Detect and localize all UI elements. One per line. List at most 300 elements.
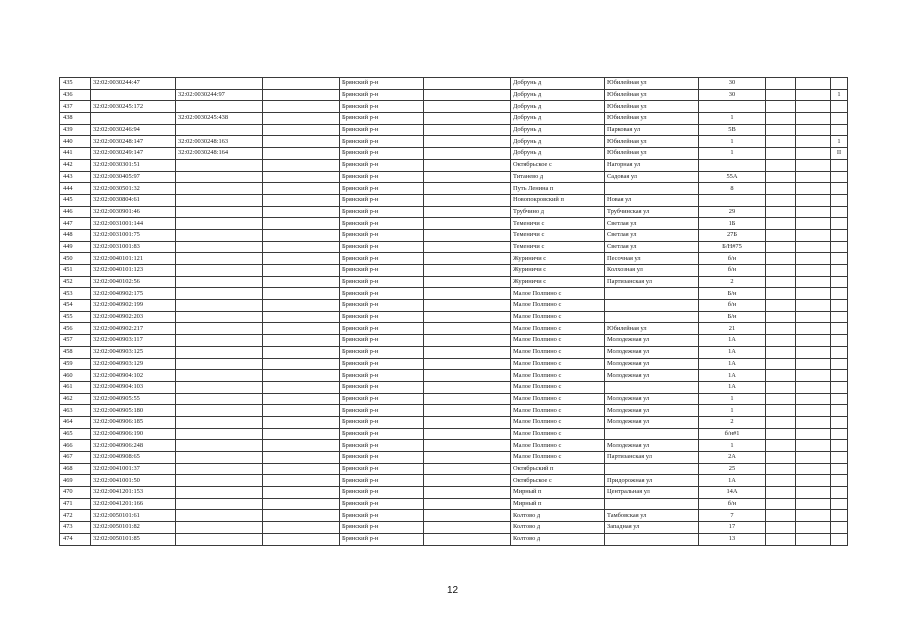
table-row xyxy=(60,358,848,370)
table-row xyxy=(60,405,848,417)
house-number-cell: 1А xyxy=(699,346,766,358)
locality-cell: Добрунь д xyxy=(511,113,605,125)
district-cell: Брянский р-н xyxy=(340,265,424,277)
table-row xyxy=(60,311,848,323)
district-cell: Брянский р-н xyxy=(340,300,424,312)
empty-cell-b xyxy=(424,405,511,417)
locality-cell: Малое Полпино с xyxy=(511,335,605,347)
cadastral-number-cell: 32:02:0041201:166 xyxy=(91,498,176,510)
extra-cell-b xyxy=(796,323,831,335)
extra-cell-b xyxy=(796,381,831,393)
cadastral-number-cell: 32:02:0040902:203 xyxy=(91,311,176,323)
extra-cell-b xyxy=(796,311,831,323)
extra-cell-b xyxy=(796,148,831,160)
row-number-cell: 460 xyxy=(60,370,91,382)
locality-cell: Добрунь д xyxy=(511,124,605,136)
district-cell: Брянский р-н xyxy=(340,358,424,370)
related-cadastral-number-cell xyxy=(176,229,263,241)
house-number-cell: 1 xyxy=(699,136,766,148)
row-number-cell: 439 xyxy=(60,124,91,136)
cadastral-number-cell: 32:02:0040903:129 xyxy=(91,358,176,370)
mark-cell: 1 xyxy=(831,136,848,148)
empty-cell-a xyxy=(263,370,340,382)
row-number-cell: 465 xyxy=(60,428,91,440)
cadastral-number-cell: 32:02:0040902:217 xyxy=(91,323,176,335)
street-cell: Светлая ул xyxy=(605,241,699,253)
house-number-cell: 30 xyxy=(699,89,766,101)
locality-cell: Малое Полпино с xyxy=(511,311,605,323)
empty-cell-b xyxy=(424,136,511,148)
mark-cell xyxy=(831,498,848,510)
cadastral-number-cell: 32:02:0040906:190 xyxy=(91,428,176,440)
empty-cell-b xyxy=(424,229,511,241)
mark-cell xyxy=(831,346,848,358)
related-cadastral-number-cell xyxy=(176,452,263,464)
street-cell: Новая ул xyxy=(605,194,699,206)
row-number-cell: 462 xyxy=(60,393,91,405)
table-row xyxy=(60,487,848,499)
house-number-cell: 2 xyxy=(699,416,766,428)
cadastral-number-cell: 32:02:0041001:50 xyxy=(91,475,176,487)
house-number-cell: 1А xyxy=(699,475,766,487)
cadastral-number-cell: 32:02:0040904:102 xyxy=(91,370,176,382)
street-cell xyxy=(605,381,699,393)
empty-cell-a xyxy=(263,241,340,253)
extra-cell-a xyxy=(766,113,796,125)
related-cadastral-number-cell xyxy=(176,393,263,405)
cadastral-number-cell: 32:02:0040903:117 xyxy=(91,335,176,347)
cadastral-number-cell: 32:02:0050101:82 xyxy=(91,522,176,534)
empty-cell-a xyxy=(263,101,340,113)
district-cell: Брянский р-н xyxy=(340,194,424,206)
row-number-cell: 458 xyxy=(60,346,91,358)
locality-cell: Журиничи с xyxy=(511,276,605,288)
cadastral-number-cell: 32:02:0040905:180 xyxy=(91,405,176,417)
row-number-cell: 463 xyxy=(60,405,91,417)
locality-cell: Добрунь д xyxy=(511,148,605,160)
extra-cell-b xyxy=(796,229,831,241)
related-cadastral-number-cell: 32:02:0030245:438 xyxy=(176,113,263,125)
table-row xyxy=(60,440,848,452)
district-cell: Брянский р-н xyxy=(340,452,424,464)
extra-cell-b xyxy=(796,241,831,253)
extra-cell-a xyxy=(766,136,796,148)
extra-cell-a xyxy=(766,89,796,101)
empty-cell-a xyxy=(263,510,340,522)
extra-cell-b xyxy=(796,510,831,522)
empty-cell-b xyxy=(424,288,511,300)
related-cadastral-number-cell: 32:02:0030248:164 xyxy=(176,148,263,160)
empty-cell-a xyxy=(263,487,340,499)
locality-cell: Добрунь д xyxy=(511,89,605,101)
district-cell: Брянский р-н xyxy=(340,323,424,335)
mark-cell xyxy=(831,194,848,206)
district-cell: Брянский р-н xyxy=(340,498,424,510)
district-cell: Брянский р-н xyxy=(340,381,424,393)
cadastral-number-cell: 32:02:0030249:147 xyxy=(91,148,176,160)
table-row xyxy=(60,136,848,148)
row-number-cell: 457 xyxy=(60,335,91,347)
empty-cell-a xyxy=(263,416,340,428)
district-cell: Брянский р-н xyxy=(340,136,424,148)
extra-cell-b xyxy=(796,335,831,347)
cadastral-number-cell: 32:02:0050101:61 xyxy=(91,510,176,522)
empty-cell-a xyxy=(263,171,340,183)
row-number-cell: 437 xyxy=(60,101,91,113)
house-number-cell xyxy=(699,194,766,206)
extra-cell-b xyxy=(796,218,831,230)
empty-cell-b xyxy=(424,440,511,452)
empty-cell-a xyxy=(263,253,340,265)
house-number-cell: 1А xyxy=(699,370,766,382)
extra-cell-b xyxy=(796,78,831,90)
street-cell xyxy=(605,428,699,440)
extra-cell-a xyxy=(766,381,796,393)
empty-cell-b xyxy=(424,393,511,405)
extra-cell-a xyxy=(766,218,796,230)
empty-cell-b xyxy=(424,463,511,475)
extra-cell-b xyxy=(796,265,831,277)
mark-cell xyxy=(831,358,848,370)
house-number-cell: 7 xyxy=(699,510,766,522)
related-cadastral-number-cell xyxy=(176,440,263,452)
empty-cell-a xyxy=(263,358,340,370)
street-cell: Западная ул xyxy=(605,522,699,534)
related-cadastral-number-cell xyxy=(176,475,263,487)
locality-cell: Октябрьское с xyxy=(511,159,605,171)
related-cadastral-number-cell xyxy=(176,288,263,300)
table-row xyxy=(60,265,848,277)
row-number-cell: 455 xyxy=(60,311,91,323)
row-number-cell: 472 xyxy=(60,510,91,522)
row-number-cell: 466 xyxy=(60,440,91,452)
locality-cell: Малое Полпино с xyxy=(511,358,605,370)
related-cadastral-number-cell xyxy=(176,522,263,534)
empty-cell-b xyxy=(424,370,511,382)
cadastral-number-cell: 32:02:0040906:248 xyxy=(91,440,176,452)
empty-cell-b xyxy=(424,381,511,393)
house-number-cell: Б/Н#75 xyxy=(699,241,766,253)
house-number-cell: 1 xyxy=(699,440,766,452)
row-number-cell: 438 xyxy=(60,113,91,125)
locality-cell: Малое Полпино с xyxy=(511,288,605,300)
cadastral-number-cell: 32:02:0040102:56 xyxy=(91,276,176,288)
house-number-cell: 1Б xyxy=(699,218,766,230)
empty-cell-b xyxy=(424,78,511,90)
empty-cell-a xyxy=(263,183,340,195)
street-cell: Юбилейная ул xyxy=(605,101,699,113)
empty-cell-b xyxy=(424,276,511,288)
related-cadastral-number-cell xyxy=(176,428,263,440)
row-number-cell: 440 xyxy=(60,136,91,148)
empty-cell-a xyxy=(263,206,340,218)
related-cadastral-number-cell xyxy=(176,346,263,358)
extra-cell-a xyxy=(766,253,796,265)
related-cadastral-number-cell xyxy=(176,370,263,382)
table-row xyxy=(60,78,848,90)
empty-cell-b xyxy=(424,206,511,218)
empty-cell-b xyxy=(424,428,511,440)
locality-cell: Теменичи с xyxy=(511,229,605,241)
district-cell: Брянский р-н xyxy=(340,241,424,253)
extra-cell-a xyxy=(766,346,796,358)
table-row xyxy=(60,241,848,253)
extra-cell-a xyxy=(766,452,796,464)
empty-cell-b xyxy=(424,300,511,312)
related-cadastral-number-cell xyxy=(176,323,263,335)
extra-cell-a xyxy=(766,405,796,417)
street-cell: Трубчинская ул xyxy=(605,206,699,218)
row-number-cell: 464 xyxy=(60,416,91,428)
locality-cell: Малое Полпино с xyxy=(511,452,605,464)
extra-cell-b xyxy=(796,183,831,195)
locality-cell: Малое Полпино с xyxy=(511,300,605,312)
empty-cell-b xyxy=(424,358,511,370)
district-cell: Брянский р-н xyxy=(340,346,424,358)
empty-cell-b xyxy=(424,194,511,206)
extra-cell-b xyxy=(796,124,831,136)
district-cell: Брянский р-н xyxy=(340,463,424,475)
table-row xyxy=(60,452,848,464)
extra-cell-a xyxy=(766,159,796,171)
empty-cell-b xyxy=(424,253,511,265)
extra-cell-a xyxy=(766,487,796,499)
street-cell xyxy=(605,288,699,300)
house-number-cell: 21 xyxy=(699,323,766,335)
empty-cell-a xyxy=(263,533,340,545)
extra-cell-a xyxy=(766,124,796,136)
empty-cell-a xyxy=(263,498,340,510)
related-cadastral-number-cell xyxy=(176,276,263,288)
extra-cell-b xyxy=(796,498,831,510)
street-cell: Садовая ул xyxy=(605,171,699,183)
row-number-cell: 445 xyxy=(60,194,91,206)
district-cell: Брянский р-н xyxy=(340,253,424,265)
cadastral-number-cell: 32:02:0040101:121 xyxy=(91,253,176,265)
row-number-cell: 446 xyxy=(60,206,91,218)
related-cadastral-number-cell xyxy=(176,171,263,183)
house-number-cell: 1 xyxy=(699,405,766,417)
house-number-cell: 17 xyxy=(699,522,766,534)
empty-cell-b xyxy=(424,101,511,113)
extra-cell-a xyxy=(766,288,796,300)
district-cell: Брянский р-н xyxy=(340,206,424,218)
empty-cell-b xyxy=(424,335,511,347)
empty-cell-a xyxy=(263,335,340,347)
mark-cell xyxy=(831,101,848,113)
related-cadastral-number-cell xyxy=(176,405,263,417)
district-cell: Брянский р-н xyxy=(340,183,424,195)
house-number-cell: 29 xyxy=(699,206,766,218)
cadastral-number-cell: 32:02:0030804:61 xyxy=(91,194,176,206)
district-cell: Брянский р-н xyxy=(340,487,424,499)
locality-cell: Трубчино д xyxy=(511,206,605,218)
house-number-cell: б/н xyxy=(699,300,766,312)
table-row xyxy=(60,346,848,358)
locality-cell: Мирный п xyxy=(511,487,605,499)
row-number-cell: 451 xyxy=(60,265,91,277)
street-cell xyxy=(605,533,699,545)
extra-cell-b xyxy=(796,194,831,206)
row-number-cell: 454 xyxy=(60,300,91,312)
related-cadastral-number-cell xyxy=(176,253,263,265)
empty-cell-a xyxy=(263,113,340,125)
empty-cell-a xyxy=(263,463,340,475)
row-number-cell: 468 xyxy=(60,463,91,475)
related-cadastral-number-cell xyxy=(176,78,263,90)
extra-cell-a xyxy=(766,194,796,206)
mark-cell xyxy=(831,300,848,312)
street-cell: Нагорная ул xyxy=(605,159,699,171)
house-number-cell: Б/н xyxy=(699,288,766,300)
cadastral-number-cell xyxy=(91,113,176,125)
house-number-cell: б/н xyxy=(699,265,766,277)
house-number-cell: 1 xyxy=(699,393,766,405)
street-cell: Песочная ул xyxy=(605,253,699,265)
locality-cell: Путь Ленина п xyxy=(511,183,605,195)
related-cadastral-number-cell xyxy=(176,265,263,277)
locality-cell: Новопокровский п xyxy=(511,194,605,206)
extra-cell-a xyxy=(766,241,796,253)
extra-cell-a xyxy=(766,183,796,195)
house-number-cell: 2А xyxy=(699,452,766,464)
table-row xyxy=(60,89,848,101)
empty-cell-b xyxy=(424,416,511,428)
row-number-cell: 469 xyxy=(60,475,91,487)
registry-table xyxy=(59,77,848,546)
locality-cell: Октябрьский п xyxy=(511,463,605,475)
cadastral-number-cell: 32:02:0031001:144 xyxy=(91,218,176,230)
mark-cell xyxy=(831,183,848,195)
row-number-cell: 467 xyxy=(60,452,91,464)
house-number-cell: 14А xyxy=(699,487,766,499)
row-number-cell: 436 xyxy=(60,89,91,101)
mark-cell xyxy=(831,452,848,464)
table-body xyxy=(60,78,848,546)
extra-cell-b xyxy=(796,475,831,487)
empty-cell-a xyxy=(263,288,340,300)
empty-cell-a xyxy=(263,89,340,101)
empty-cell-a xyxy=(263,381,340,393)
extra-cell-b xyxy=(796,533,831,545)
related-cadastral-number-cell xyxy=(176,498,263,510)
district-cell: Брянский р-н xyxy=(340,405,424,417)
district-cell: Брянский р-н xyxy=(340,113,424,125)
table-row xyxy=(60,463,848,475)
street-cell xyxy=(605,183,699,195)
mark-cell xyxy=(831,253,848,265)
extra-cell-b xyxy=(796,253,831,265)
empty-cell-b xyxy=(424,159,511,171)
district-cell: Брянский р-н xyxy=(340,510,424,522)
table-row xyxy=(60,218,848,230)
mark-cell xyxy=(831,171,848,183)
related-cadastral-number-cell xyxy=(176,358,263,370)
cadastral-number-cell: 32:02:0041001:37 xyxy=(91,463,176,475)
street-cell: Светлая ул xyxy=(605,229,699,241)
street-cell xyxy=(605,311,699,323)
district-cell: Брянский р-н xyxy=(340,276,424,288)
extra-cell-a xyxy=(766,78,796,90)
street-cell: Юбилейная ул xyxy=(605,148,699,160)
street-cell: Молодежная ул xyxy=(605,405,699,417)
empty-cell-b xyxy=(424,241,511,253)
street-cell: Молодежная ул xyxy=(605,393,699,405)
mark-cell xyxy=(831,463,848,475)
house-number-cell: 27Б xyxy=(699,229,766,241)
related-cadastral-number-cell xyxy=(176,218,263,230)
street-cell xyxy=(605,300,699,312)
empty-cell-b xyxy=(424,533,511,545)
related-cadastral-number-cell xyxy=(176,311,263,323)
table-row xyxy=(60,416,848,428)
row-number-cell: 471 xyxy=(60,498,91,510)
row-number-cell: 450 xyxy=(60,253,91,265)
extra-cell-b xyxy=(796,393,831,405)
empty-cell-b xyxy=(424,183,511,195)
mark-cell xyxy=(831,522,848,534)
cadastral-number-cell: 32:02:0050101:85 xyxy=(91,533,176,545)
related-cadastral-number-cell xyxy=(176,206,263,218)
street-cell: Центральная ул xyxy=(605,487,699,499)
mark-cell xyxy=(831,218,848,230)
extra-cell-a xyxy=(766,300,796,312)
mark-cell xyxy=(831,323,848,335)
locality-cell: Малое Полпино с xyxy=(511,323,605,335)
extra-cell-a xyxy=(766,522,796,534)
cadastral-number-cell: 32:02:0030301:51 xyxy=(91,159,176,171)
related-cadastral-number-cell xyxy=(176,533,263,545)
table-row xyxy=(60,183,848,195)
house-number-cell: 1А xyxy=(699,358,766,370)
district-cell: Брянский р-н xyxy=(340,522,424,534)
related-cadastral-number-cell xyxy=(176,241,263,253)
district-cell: Брянский р-н xyxy=(340,370,424,382)
house-number-cell: б/н#1 xyxy=(699,428,766,440)
extra-cell-a xyxy=(766,276,796,288)
related-cadastral-number-cell: 32:02:0030244:97 xyxy=(176,89,263,101)
mark-cell xyxy=(831,510,848,522)
district-cell: Брянский р-н xyxy=(340,416,424,428)
street-cell xyxy=(605,498,699,510)
house-number-cell: 1 xyxy=(699,148,766,160)
district-cell: Брянский р-н xyxy=(340,335,424,347)
empty-cell-b xyxy=(424,452,511,464)
district-cell: Брянский р-н xyxy=(340,89,424,101)
empty-cell-a xyxy=(263,452,340,464)
empty-cell-b xyxy=(424,218,511,230)
extra-cell-b xyxy=(796,370,831,382)
street-cell: Юбилейная ул xyxy=(605,89,699,101)
table-row xyxy=(60,206,848,218)
locality-cell: Малое Полпино с xyxy=(511,381,605,393)
street-cell: Юбилейная ул xyxy=(605,113,699,125)
house-number-cell: 8 xyxy=(699,183,766,195)
related-cadastral-number-cell xyxy=(176,463,263,475)
street-cell: Молодежная ул xyxy=(605,346,699,358)
mark-cell xyxy=(831,393,848,405)
locality-cell: Добрунь д xyxy=(511,78,605,90)
extra-cell-b xyxy=(796,101,831,113)
row-number-cell: 443 xyxy=(60,171,91,183)
mark-cell: II xyxy=(831,148,848,160)
mark-cell xyxy=(831,124,848,136)
empty-cell-a xyxy=(263,428,340,440)
extra-cell-b xyxy=(796,405,831,417)
mark-cell xyxy=(831,487,848,499)
locality-cell: Добрунь д xyxy=(511,136,605,148)
locality-cell: Колтово д xyxy=(511,522,605,534)
